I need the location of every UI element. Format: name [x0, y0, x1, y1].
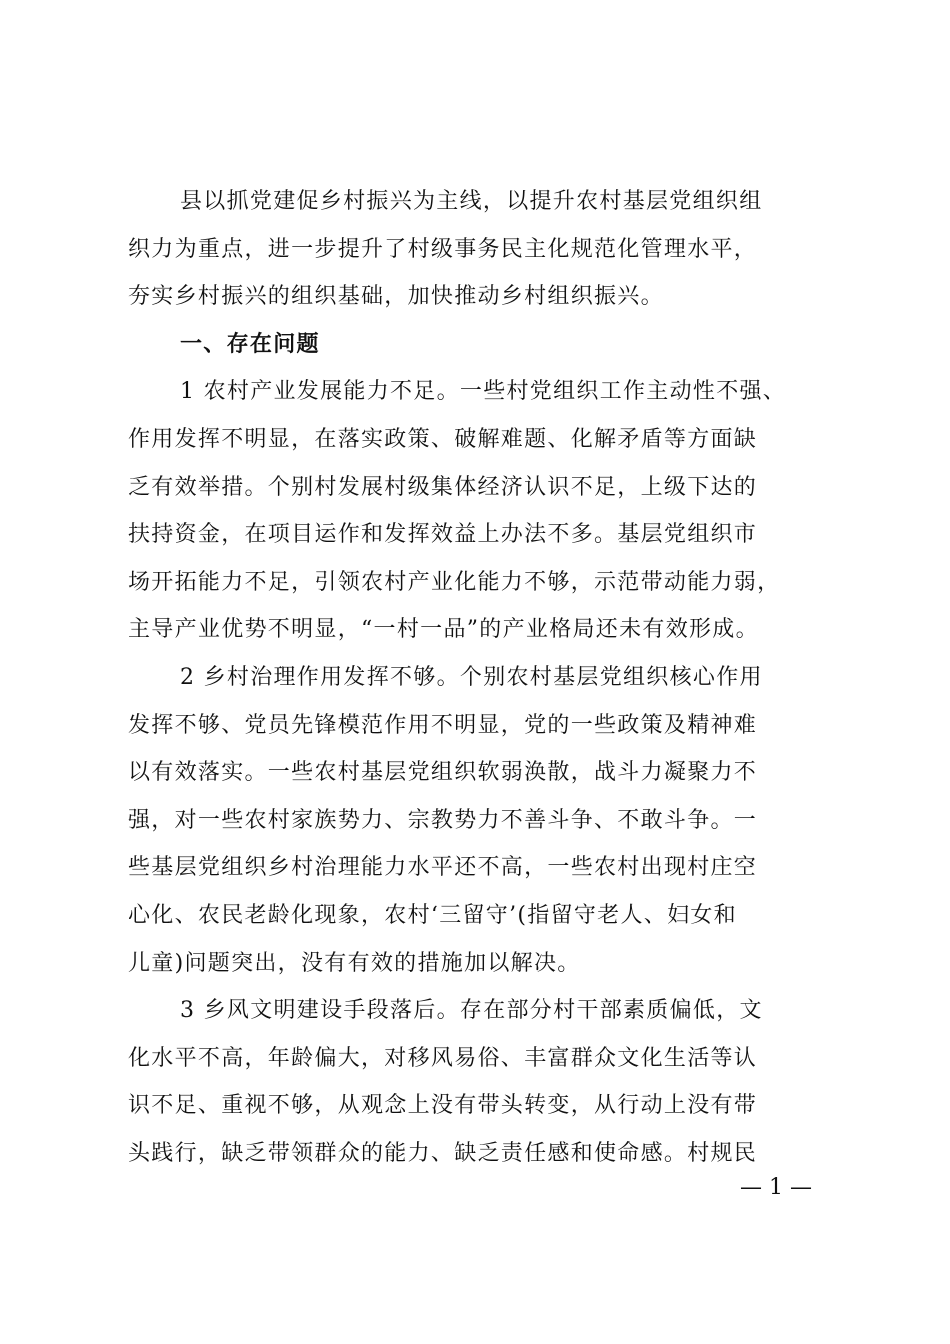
paragraph-line: 县以抓党建促乡村振兴为主线，以提升农村基层党组织组 [180, 189, 763, 214]
paragraph-line: 乏有效举措。个别村发展村级集体经济认识不足，上级下达的 [128, 474, 758, 500]
paragraph-line: 1 农村产业发展能力不足。一些村党组织工作主动性不强、 [180, 379, 787, 405]
paragraph-line: 场开拓能力不足，引领农村产业化能力不够，示范带动能力弱， [128, 569, 781, 595]
paragraph-line: 织力为重点，进一步提升了村级事务民主化规范化管理水平， [128, 236, 758, 262]
paragraph-line: 夯实乡村振兴的组织基础，加快推动乡村组织振兴。 [128, 284, 664, 310]
paragraph-line: 些基层党组织乡村治理能力水平还不高，一些农村出现村庄空 [128, 855, 758, 881]
paragraph-line: 强，对一些农村家族势力、宗教势力不善斗争、不敢斗争。一 [128, 807, 758, 833]
paragraph-line: 主导产业优势不明显，“一村一品”的产业格局还未有效形成。 [128, 617, 759, 643]
paragraph-line: 化水平不高，年龄偏大，对移风易俗、丰富群众文化生活等认 [128, 1045, 758, 1071]
paragraph-line: 扶持资金，在项目运作和发挥效益上办法不多。基层党组织市 [128, 522, 758, 548]
paragraph-issue-3 [128, 987, 822, 1177]
paragraph-line: 以有效落实。一些农村基层党组织软弱涣散，战斗力凝聚力不 [128, 760, 758, 786]
page-number: — 1 — [740, 1175, 812, 1200]
paragraph-line: 识不足、重视不够，从观念上没有带头转变，从行动上没有带 [128, 1093, 758, 1119]
paragraph-line: 头践行，缺乏带领群众的能力、缺乏责任感和使命感。村规民 [128, 1140, 758, 1166]
section-heading [128, 321, 822, 369]
paragraph-line: 作用发挥不明显，在落实政策、破解难题、化解矛盾等方面缺 [128, 426, 758, 452]
paragraph-intro [128, 178, 822, 321]
paragraph-line: 儿童)问题突出，没有有效的措施加以解决。 [128, 950, 581, 976]
document-body [128, 178, 822, 1177]
paragraph-issue-1 [128, 368, 822, 654]
paragraph-issue-2 [128, 654, 822, 987]
paragraph-line: 心化、农民老龄化现象，农村‘三留守’(指留守老人、妇女和 [128, 902, 737, 928]
paragraph-line: 发挥不够、党员先锋模范作用不明显，党的一些政策及精神难 [128, 712, 758, 738]
paragraph-line: 3 乡风文明建设手段落后。存在部分村干部素质偏低，文 [180, 998, 763, 1024]
section-heading-text: 一、存在问题 [180, 331, 320, 357]
paragraph-line: 2 乡村治理作用发挥不够。个别农村基层党组织核心作用 [180, 664, 763, 690]
